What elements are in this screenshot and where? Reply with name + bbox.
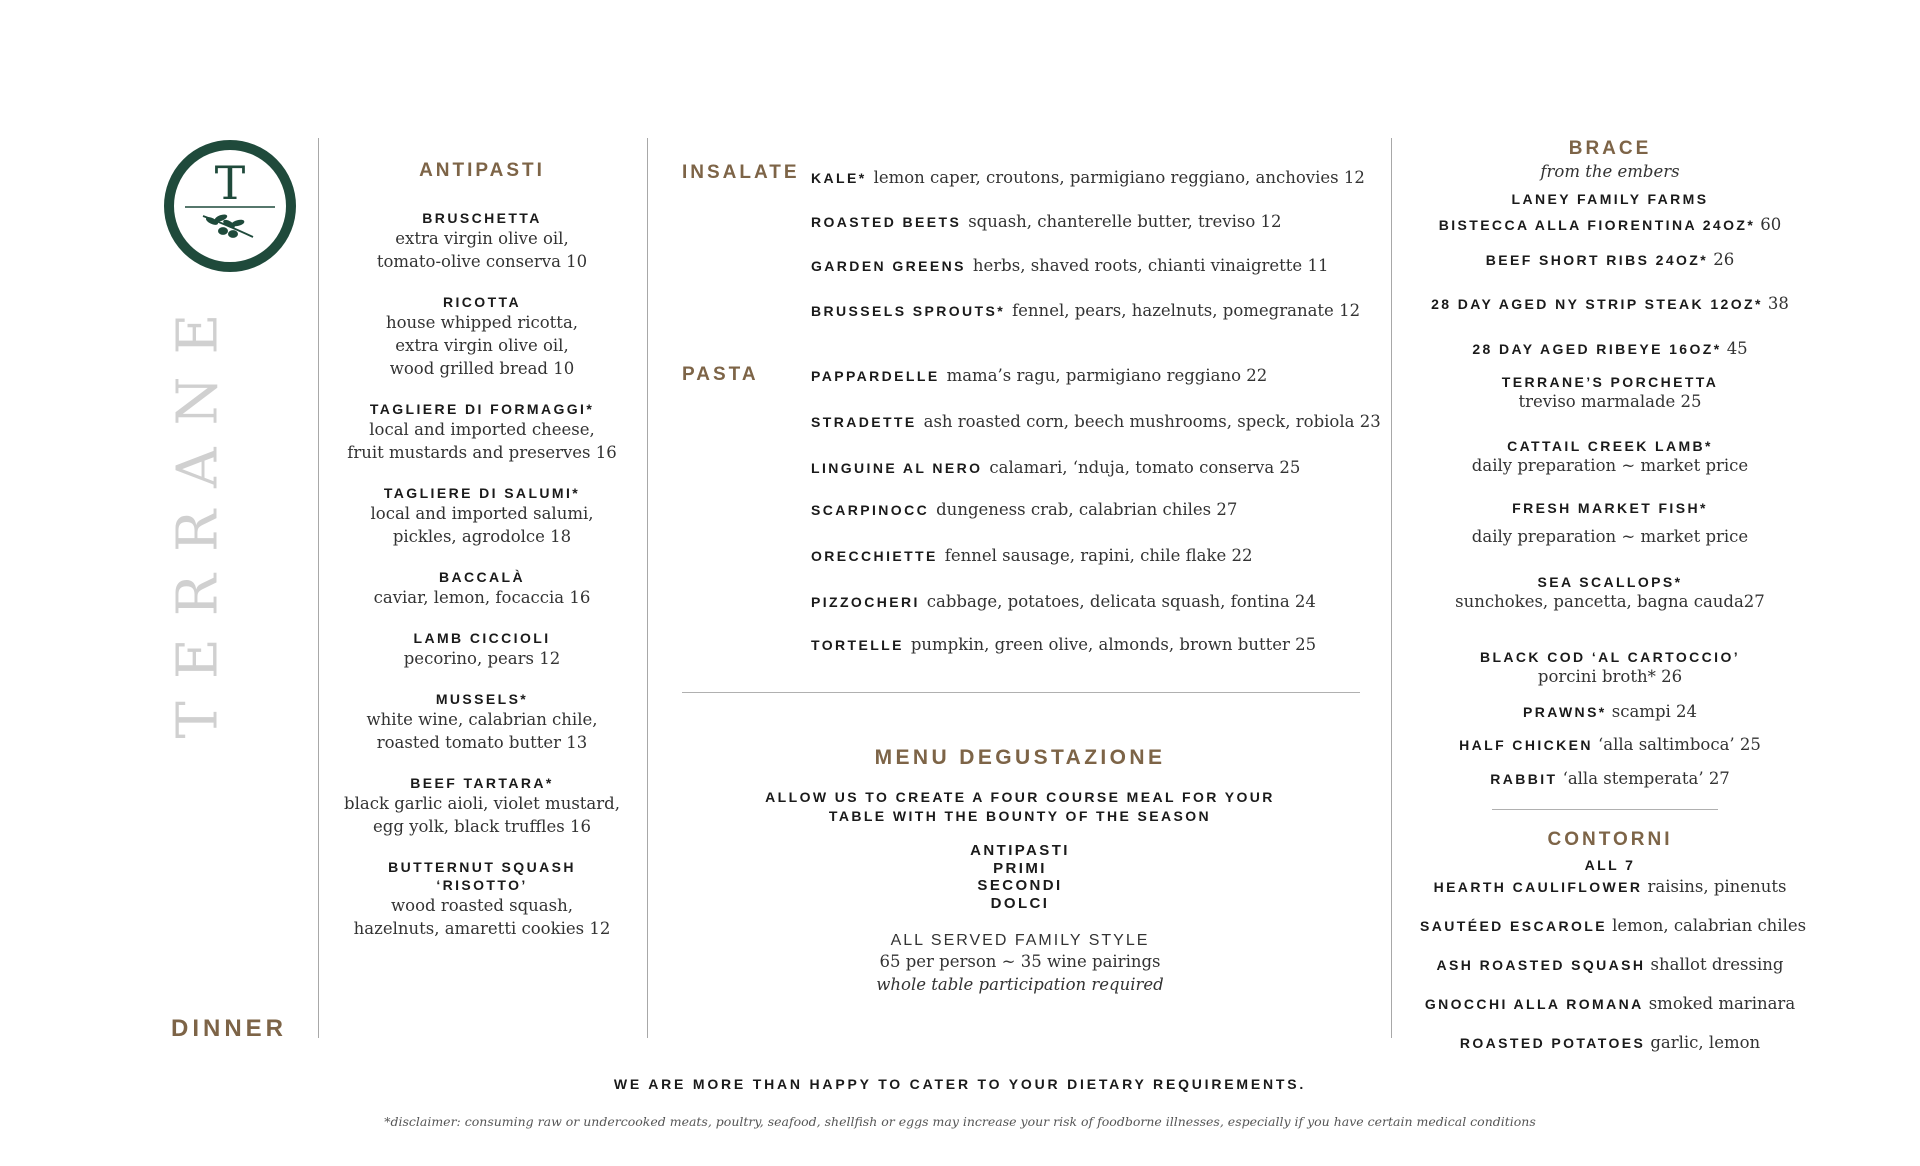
contorni-subtitle: ALL 7 (1584, 857, 1636, 873)
degustazione-requirement: whole table participation required (876, 975, 1164, 994)
item-name: BEEF SHORT RIBS 24OZ* (1485, 252, 1709, 268)
item-name: RICOTTA (443, 294, 521, 310)
item-price: 60 (1760, 215, 1782, 234)
item-desc: black garlic aioli, violet mustard, (344, 794, 620, 813)
item-desc: fennel sausage, rapini, chile flake 22 (944, 546, 1253, 565)
antipasti-section (332, 160, 632, 960)
item-name: BRUSSELS SPROUTS* (811, 303, 1006, 319)
item-desc: ‘alla saltimboca’ 25 (1597, 735, 1761, 754)
item-name: TAGLIERE DI SALUMI* (383, 485, 581, 501)
item-desc: hazelnuts, amaretti cookies 12 (353, 919, 611, 938)
item-name: LANEY FAMILY FARMS (1511, 191, 1709, 207)
item-desc: dungeness crab, calabrian chiles 27 (936, 500, 1238, 519)
item-desc: pumpkin, green olive, almonds, brown butter 25 (910, 635, 1317, 654)
item-desc: lemon caper, croutons, parmigiano reggiano, anchovies 12 (873, 168, 1365, 187)
degustazione-title: MENU DEGUSTAZIONE (874, 746, 1166, 769)
item-name: RABBIT (1490, 771, 1558, 787)
brace-item (1420, 248, 1800, 271)
item-name: HALF CHICKEN (1459, 737, 1593, 753)
item-name: TERRANE’S PORCHETTA (1501, 374, 1719, 390)
item-name: SEA SCALLOPS* (1537, 574, 1683, 590)
item-desc: egg yolk, black truffles 16 (373, 817, 591, 836)
contorni-title: CONTORNI (1547, 829, 1673, 850)
item-desc: roasted tomato butter 13 (376, 733, 588, 752)
degustazione-style: ALL SERVED FAMILY STYLE (890, 932, 1150, 949)
item-desc: daily preparation ~ market price (1471, 527, 1749, 546)
item-desc: shallot dressing (1650, 955, 1784, 974)
item-desc: wood roasted squash, (391, 896, 573, 915)
item-name: LAMB CICCIOLI (413, 630, 551, 646)
item-name: BACCALÀ (438, 569, 525, 585)
item-desc: pickles, agrodolce 18 (392, 527, 572, 546)
item-name: 28 DAY AGED RIBEYE 16OZ* (1472, 341, 1722, 357)
brace-item (1420, 337, 1800, 360)
brace-item (1420, 292, 1800, 315)
pasta-item (811, 410, 1381, 433)
disclaimer: *disclaimer: consuming raw or undercooked meats, poultry, seafood, shellfish or eggs may increase your risk of foodborne illnesses, especially if you have certain medical conditions (384, 1114, 1536, 1129)
antipasti-item (332, 484, 632, 548)
item-name: KALE* (811, 170, 867, 186)
item-name: PAPPARDELLE (811, 368, 940, 384)
item-desc: garlic, lemon (1650, 1033, 1761, 1052)
degustazione-course: PRIMI (993, 859, 1047, 877)
antipasti-item (332, 629, 632, 670)
item-name: TAGLIERE DI FORMAGGI* (369, 401, 595, 417)
degustazione-course: ANTIPASTI (970, 842, 1070, 859)
divider-center-left (647, 138, 648, 1038)
pasta-item (811, 544, 1252, 567)
contorni-item (1420, 914, 1807, 937)
item-desc: calamari, ‘nduja, tomato conserva 25 (989, 458, 1301, 477)
terrane-logo (163, 139, 297, 273)
item-name: GNOCCHI ALLA ROMANA (1424, 996, 1644, 1012)
item-desc: tomato-olive conserva 10 (376, 252, 588, 271)
item-name: GARDEN GREENS (811, 258, 966, 274)
contorni-item (1420, 1031, 1800, 1054)
dietary-note: WE ARE MORE THAN HAPPY TO CATER TO YOUR DIETARY REQUIREMENTS. (613, 1076, 1307, 1092)
contorni-item (1420, 953, 1800, 976)
divider-right (1492, 809, 1718, 810)
item-name: ‘RISOTTO’ (436, 877, 528, 893)
brand-name-vertical: TERRANE (165, 291, 231, 739)
pasta-item (811, 633, 1316, 656)
antipasti-item (332, 293, 632, 380)
item-name: BISTECCA ALLA FIORENTINA 24OZ* (1438, 217, 1756, 233)
antipasti-item (332, 209, 632, 273)
item-name: STRADETTE (811, 414, 917, 430)
item-name: PIZZOCHERI (811, 594, 920, 610)
pasta-item (811, 590, 1316, 613)
contorni-item (1420, 875, 1800, 898)
meal-label: DINNER (171, 1015, 288, 1042)
item-desc: treviso marmalade 25 (1518, 392, 1702, 411)
item-name: SCARPINOCC (811, 502, 930, 518)
item-name: PRAWNS* (1522, 704, 1607, 720)
divider-middle (682, 692, 1360, 693)
antipasti-item (332, 774, 632, 838)
insalate-title: INSALATE (682, 162, 800, 183)
insalate-item (811, 166, 1365, 189)
pasta-item (811, 498, 1237, 521)
item-name: TORTELLE (811, 637, 904, 653)
item-desc: house whipped ricotta, (385, 313, 579, 332)
pasta-item (811, 456, 1300, 479)
brace-item (1420, 767, 1800, 790)
item-desc: scampi 24 (1611, 702, 1698, 721)
item-desc: extra virgin olive oil, (395, 229, 569, 248)
item-name: CATTAIL CREEK LAMB* (1507, 438, 1713, 454)
contorni-item (1420, 992, 1800, 1015)
item-price: 38 (1767, 294, 1789, 313)
degustazione-note: ALLOW US TO CREATE A FOUR COURSE MEAL FOR YOUR (765, 789, 1275, 805)
logo-letter: T (214, 156, 246, 210)
item-desc: fennel, pears, hazelnuts, pomegranate 12 (1012, 301, 1361, 320)
item-desc: cabbage, potatoes, delicata squash, fontina 24 (926, 592, 1316, 611)
item-desc: pecorino, pears 12 (403, 649, 561, 668)
item-name: LINGUINE AL NERO (811, 460, 983, 476)
item-desc: white wine, calabrian chile, (366, 710, 598, 729)
insalate-item (811, 299, 1360, 322)
item-desc: porcini broth* 26 (1537, 667, 1683, 686)
item-desc: extra virgin olive oil, (395, 336, 569, 355)
item-desc: squash, chanterelle butter, treviso 12 (968, 212, 1282, 231)
item-price: 26 (1713, 250, 1735, 269)
antipasti-item (332, 690, 632, 754)
antipasti-item (332, 400, 632, 464)
insalate-item (811, 210, 1282, 233)
item-desc: caviar, lemon, focaccia 16 (373, 588, 591, 607)
item-name: BRUSCHETTA (422, 210, 542, 226)
item-name: BUTTERNUT SQUASH (388, 859, 576, 875)
item-name: HEARTH CAULIFLOWER (1433, 879, 1643, 895)
item-price: 45 (1726, 339, 1748, 358)
item-desc: lemon, calabrian chiles (1612, 916, 1807, 935)
item-desc: fruit mustards and preserves 16 (347, 443, 617, 462)
item-desc: herbs, shaved roots, chianti vinaigrette 11 (972, 256, 1329, 275)
item-name: ASH ROASTED SQUASH (1436, 957, 1646, 973)
item-desc: local and imported salumi, (370, 504, 594, 523)
item-desc: ‘alla stemperata’ 27 (1562, 769, 1730, 788)
degustazione-price: 65 per person ~ 35 wine pairings (879, 952, 1161, 971)
item-name: BLACK COD ‘AL CARTOCCIO’ (1479, 649, 1741, 665)
divider-center-right (1391, 138, 1392, 1038)
olive-branch-icon (203, 214, 253, 238)
degustazione-course: DOLCI (990, 894, 1050, 912)
item-desc: daily preparation ~ market price (1471, 456, 1749, 475)
pasta-item (811, 364, 1267, 387)
item-desc: mama’s ragu, parmigiano reggiano 22 (946, 366, 1268, 385)
item-name: ROASTED BEETS (811, 214, 962, 230)
brace-item (1420, 213, 1800, 236)
divider-left (318, 138, 319, 1038)
brace-item (1420, 733, 1800, 756)
pasta-title: PASTA (682, 364, 759, 385)
antipasti-item (332, 568, 632, 609)
item-name: MUSSELS* (435, 691, 529, 707)
brace-subtitle: from the embers (1540, 162, 1680, 181)
item-desc: smoked marinara (1648, 994, 1796, 1013)
item-name: BEEF TARTARA* (410, 775, 554, 791)
degustazione-course: SECONDI (977, 877, 1063, 894)
antipasti-title: ANTIPASTI (419, 160, 545, 181)
degustazione-note: TABLE WITH THE BOUNTY OF THE SEASON (828, 808, 1212, 824)
item-name: ROASTED POTATOES (1459, 1035, 1646, 1051)
item-desc: ash roasted corn, beech mushrooms, speck, robiola 23 (923, 412, 1381, 431)
item-name: ORECCHIETTE (811, 548, 938, 564)
brace-title: BRACE (1568, 138, 1652, 159)
item-name: FRESH MARKET FISH* (1512, 500, 1708, 516)
brace-item (1420, 700, 1800, 723)
insalate-item (811, 254, 1328, 277)
item-desc: wood grilled bread 10 (389, 359, 575, 378)
item-desc: sunchokes, pancetta, bagna cauda27 (1455, 592, 1765, 611)
item-desc: raisins, pinenuts (1647, 877, 1787, 896)
antipasti-item (332, 858, 632, 940)
item-name: SAUTÉED ESCAROLE (1420, 918, 1607, 934)
item-name: 28 DAY AGED NY STRIP STEAK 12OZ* (1431, 296, 1763, 312)
degustazione-section (680, 746, 1360, 996)
item-desc: local and imported cheese, (369, 420, 595, 439)
